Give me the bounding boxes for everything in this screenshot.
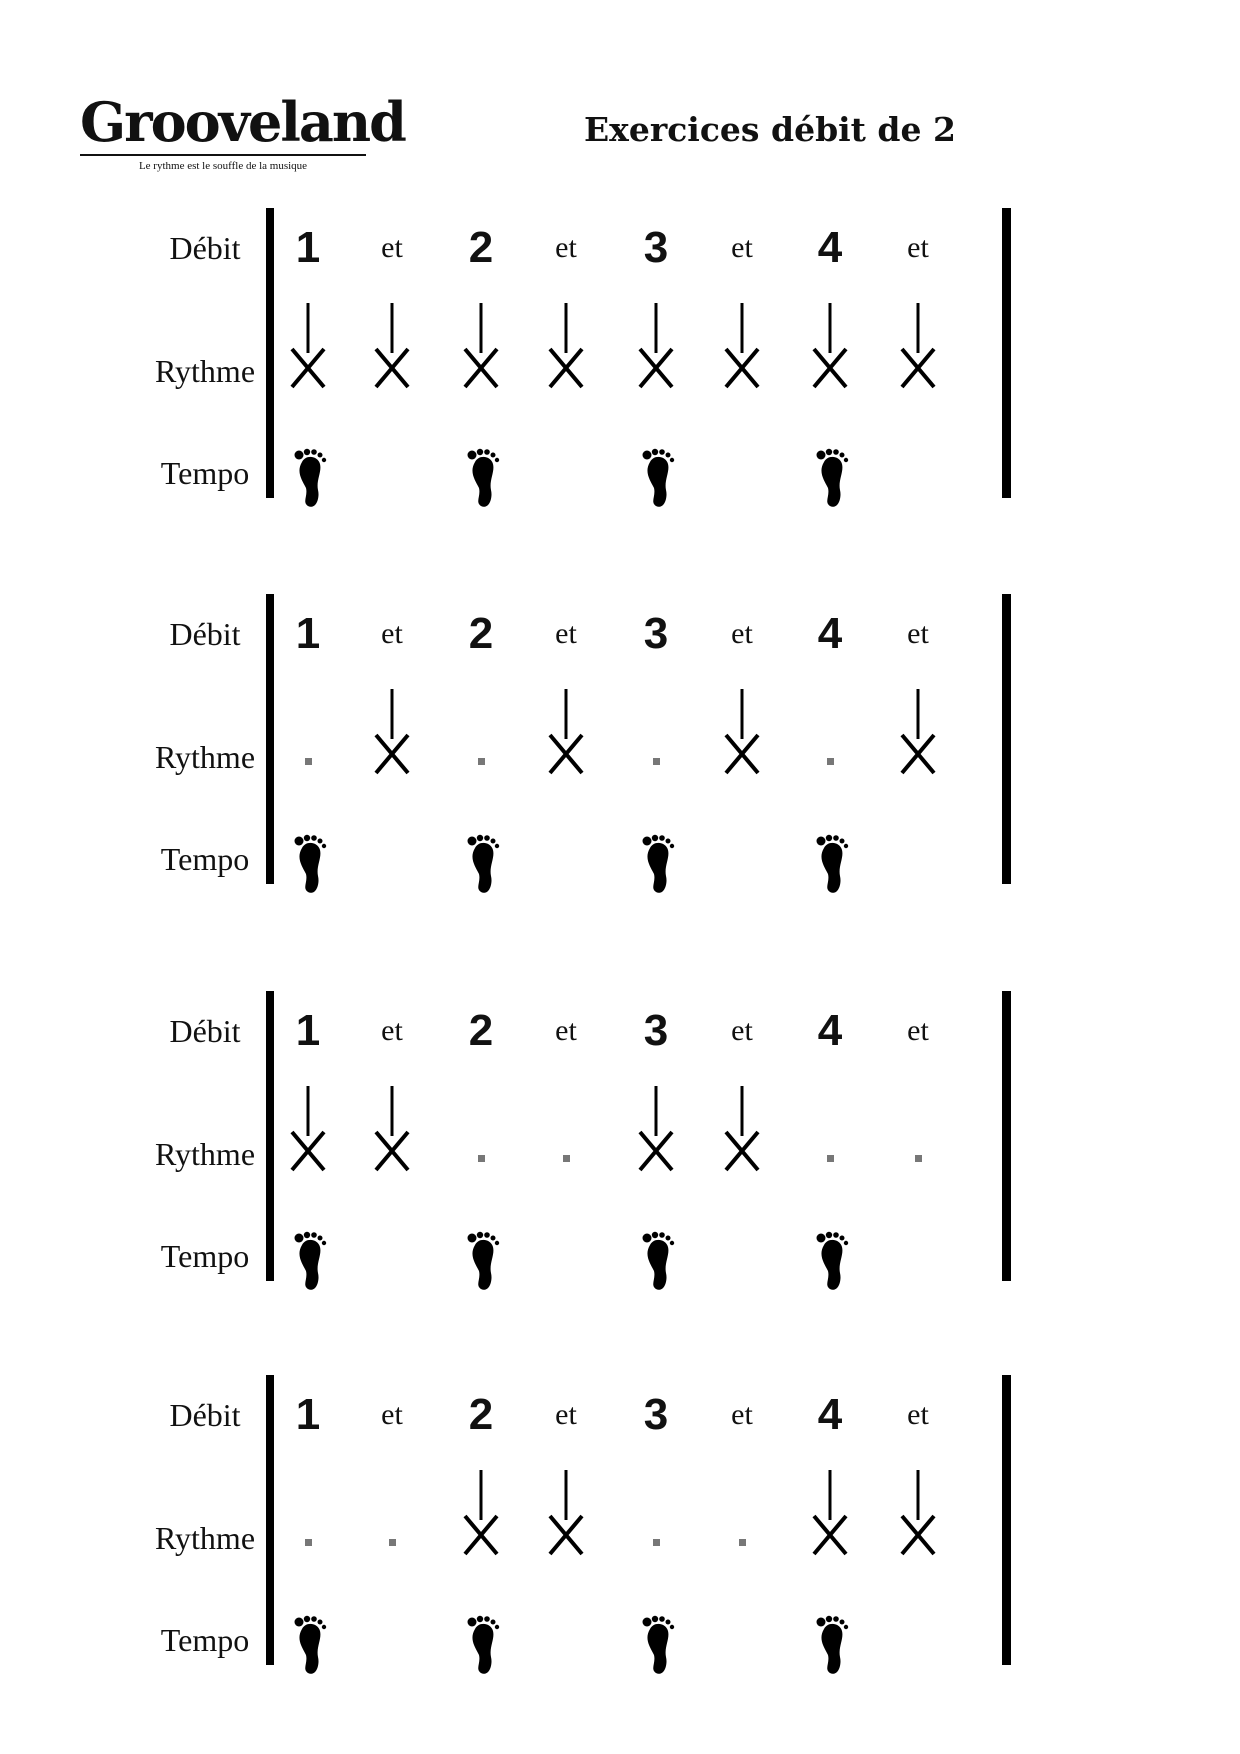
- barline-right: [1002, 208, 1011, 498]
- rest-dot-icon: [305, 758, 312, 765]
- footprint-icon: [461, 1231, 505, 1291]
- rest-dot-icon: [827, 758, 834, 765]
- down-arrow-cross-icon: [712, 689, 772, 779]
- down-arrow-cross-icon: [626, 1086, 686, 1176]
- exercise-2: [0, 594, 1240, 884]
- offbeat-count: et: [907, 1014, 929, 1047]
- offbeat-count: et: [381, 231, 403, 264]
- offbeat-count: et: [555, 231, 577, 264]
- down-arrow-cross-icon: [362, 689, 422, 779]
- footprint-icon: [461, 1615, 505, 1675]
- rest-dot-icon: [389, 1539, 396, 1546]
- offbeat-count: et: [731, 1398, 753, 1431]
- beat-count: 4: [817, 1390, 843, 1439]
- down-arrow-cross-icon: [451, 1470, 511, 1560]
- rest-dot-icon: [915, 1155, 922, 1162]
- down-arrow-cross-icon: [451, 303, 511, 393]
- footprint-icon: [288, 448, 332, 508]
- offbeat-count: et: [907, 1398, 929, 1431]
- footprint-icon: [636, 1615, 680, 1675]
- rest-dot-icon: [827, 1155, 834, 1162]
- page-title: Exercices débit de 2: [584, 110, 956, 149]
- rest-dot-icon: [739, 1539, 746, 1546]
- rest-dot-icon: [478, 1155, 485, 1162]
- down-arrow-cross-icon: [888, 303, 948, 393]
- footprint-icon: [810, 448, 854, 508]
- beat-count: 3: [643, 1006, 669, 1055]
- down-arrow-cross-icon: [888, 1470, 948, 1560]
- offbeat-count: et: [907, 231, 929, 264]
- offbeat-count: et: [731, 617, 753, 650]
- footprint-icon: [810, 834, 854, 894]
- beat-count: 3: [643, 223, 669, 272]
- footprint-icon: [636, 448, 680, 508]
- brand-logo: [80, 90, 405, 173]
- offbeat-count: et: [731, 231, 753, 264]
- rest-dot-icon: [305, 1539, 312, 1546]
- row-label-debit: Débit: [169, 230, 241, 266]
- beat-count: 3: [643, 609, 669, 658]
- offbeat-count: et: [381, 617, 403, 650]
- row-label-debit: Débit: [169, 616, 241, 652]
- down-arrow-cross-icon: [536, 303, 596, 393]
- beat-count: 4: [817, 223, 843, 272]
- down-arrow-cross-icon: [800, 1470, 860, 1560]
- brand-tagline: Le rythme est le souffle de la musique: [138, 160, 308, 172]
- beat-count: 2: [468, 223, 494, 272]
- down-arrow-cross-icon: [888, 689, 948, 779]
- barline-right: [1002, 594, 1011, 884]
- beat-count: 4: [817, 609, 843, 658]
- offbeat-count: et: [907, 617, 929, 650]
- row-label-rythme: Rythme: [154, 353, 256, 389]
- offbeat-count: et: [555, 617, 577, 650]
- down-arrow-cross-icon: [278, 303, 338, 393]
- brand-underline: [80, 154, 366, 156]
- beat-count: 3: [643, 1390, 669, 1439]
- offbeat-count: et: [731, 1014, 753, 1047]
- down-arrow-cross-icon: [362, 1086, 422, 1176]
- beat-count: 1: [295, 609, 321, 658]
- beat-count: 2: [468, 609, 494, 658]
- footprint-icon: [288, 1231, 332, 1291]
- beat-count: 2: [468, 1390, 494, 1439]
- rest-dot-icon: [653, 1539, 660, 1546]
- row-label-tempo: Tempo: [160, 1622, 250, 1658]
- exercise-4: [0, 1375, 1240, 1665]
- down-arrow-cross-icon: [536, 1470, 596, 1560]
- down-arrow-cross-icon: [712, 303, 772, 393]
- footprint-icon: [288, 834, 332, 894]
- beat-count: 2: [468, 1006, 494, 1055]
- rest-dot-icon: [653, 758, 660, 765]
- offbeat-count: et: [555, 1014, 577, 1047]
- beat-count: 1: [295, 1390, 321, 1439]
- down-arrow-cross-icon: [626, 303, 686, 393]
- row-label-tempo: Tempo: [160, 1238, 250, 1274]
- rest-dot-icon: [563, 1155, 570, 1162]
- beat-count: 1: [295, 223, 321, 272]
- footprint-icon: [461, 448, 505, 508]
- offbeat-count: et: [381, 1014, 403, 1047]
- footprint-icon: [810, 1231, 854, 1291]
- offbeat-count: et: [555, 1398, 577, 1431]
- row-label-rythme: Rythme: [154, 739, 256, 775]
- row-label-tempo: Tempo: [160, 841, 250, 877]
- row-label-rythme: Rythme: [154, 1136, 256, 1172]
- footprint-icon: [288, 1615, 332, 1675]
- barline-right: [1002, 991, 1011, 1281]
- down-arrow-cross-icon: [536, 689, 596, 779]
- exercise-3: [0, 991, 1240, 1281]
- offbeat-count: et: [381, 1398, 403, 1431]
- row-label-rythme: Rythme: [154, 1520, 256, 1556]
- row-label-debit: Débit: [169, 1013, 241, 1049]
- barline-right: [1002, 1375, 1011, 1665]
- down-arrow-cross-icon: [278, 1086, 338, 1176]
- beat-count: 1: [295, 1006, 321, 1055]
- row-label-debit: Débit: [169, 1397, 241, 1433]
- footprint-icon: [810, 1615, 854, 1675]
- footprint-icon: [461, 834, 505, 894]
- footprint-icon: [636, 834, 680, 894]
- down-arrow-cross-icon: [800, 303, 860, 393]
- down-arrow-cross-icon: [362, 303, 422, 393]
- brand-name: Grooveland: [80, 90, 405, 154]
- rest-dot-icon: [478, 758, 485, 765]
- row-label-tempo: Tempo: [160, 455, 250, 491]
- beat-count: 4: [817, 1006, 843, 1055]
- down-arrow-cross-icon: [712, 1086, 772, 1176]
- footprint-icon: [636, 1231, 680, 1291]
- exercise-1: [0, 208, 1240, 498]
